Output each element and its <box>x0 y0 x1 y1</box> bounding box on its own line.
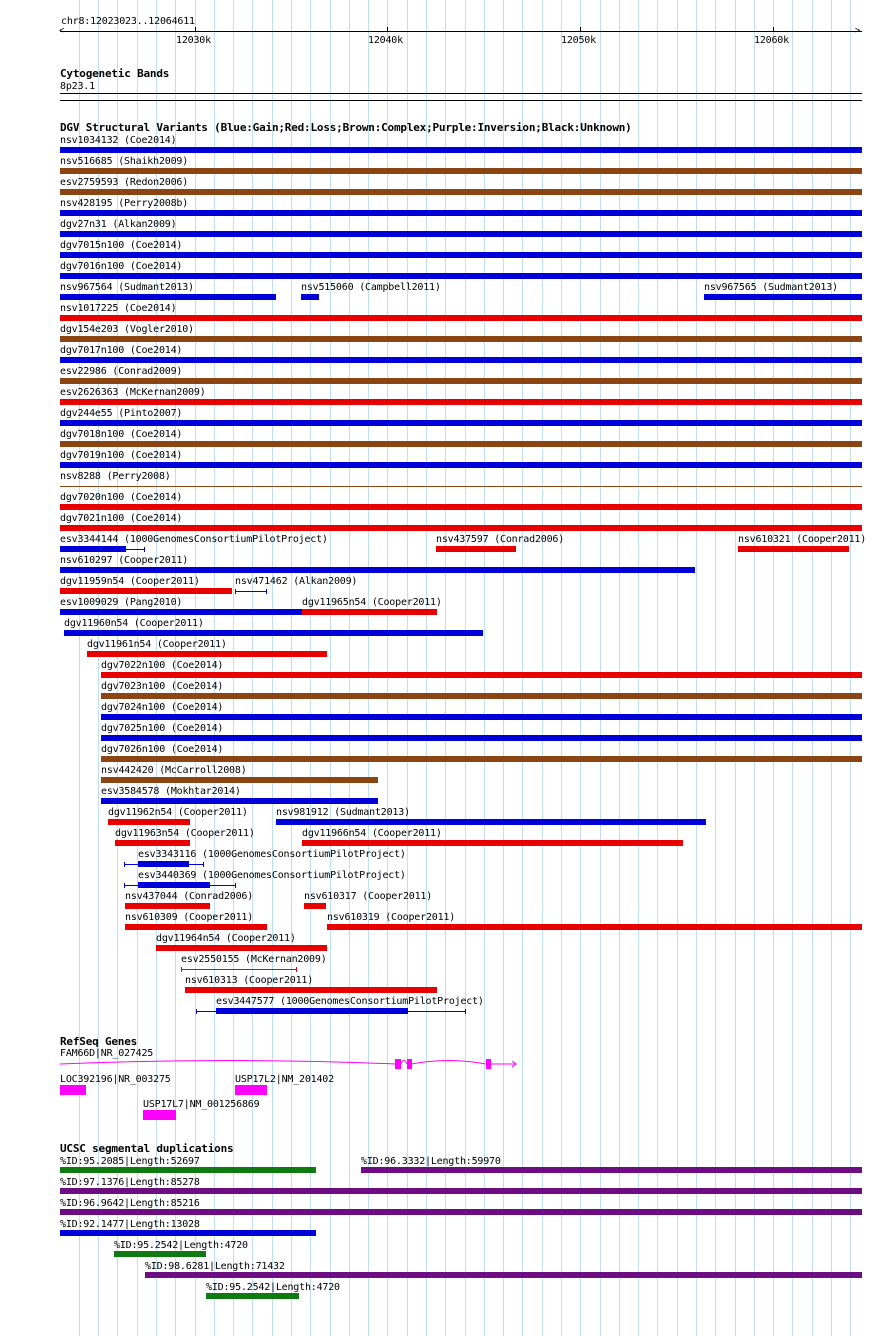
dgv-feature-bar <box>60 147 862 153</box>
segdup-bar <box>361 1167 862 1173</box>
dgv-feature-label: dgv11964n54 (Cooper2011) <box>156 933 296 944</box>
gene-exon <box>486 1059 491 1069</box>
dgv-feature-range-cap <box>235 883 236 888</box>
dgv-feature-label: nsv610313 (Cooper2011) <box>185 975 314 986</box>
cytoband-bottom-border <box>60 100 862 101</box>
grid-line <box>561 0 562 1336</box>
segdup-bar <box>60 1230 316 1236</box>
dgv-feature-bar <box>101 714 862 720</box>
ruler-tick <box>580 27 581 32</box>
dgv-feature-range-cap <box>124 862 125 867</box>
dgv-feature-label: nsv610321 (Cooper2011) <box>738 534 867 545</box>
dgv-feature-label: dgv7025n100 (Coe2014) <box>101 723 224 734</box>
dgv-feature-bar <box>216 1008 408 1014</box>
dgv-feature-range-line <box>235 591 267 592</box>
ruler-axis <box>60 31 862 32</box>
dgv-feature-bar <box>101 735 862 741</box>
dgv-feature-range-cap <box>266 589 267 594</box>
dgv-feature-label: dgv7023n100 (Coe2014) <box>101 681 224 692</box>
dgv-feature-label: esv1009029 (Pang2010) <box>60 597 183 608</box>
refseq-gene-label: USP17L2|NM_201402 <box>235 1074 334 1085</box>
grid-line <box>484 0 485 1336</box>
ruler-right-arrow: > <box>855 26 861 36</box>
dgv-feature-bar <box>60 378 862 384</box>
dgv-feature-bar <box>60 567 695 573</box>
dgv-feature-label: dgv11963n54 (Cooper2011) <box>115 828 255 839</box>
dgv-feature-label: nsv516685 (Shaikh2009) <box>60 156 189 167</box>
refseq-title: RefSeq Genes <box>60 1035 138 1048</box>
grid-line <box>522 0 523 1336</box>
dgv-feature-label: dgv7022n100 (Coe2014) <box>101 660 224 671</box>
grid-line <box>542 0 543 1336</box>
grid-line <box>426 0 427 1336</box>
dgv-feature-bar <box>115 840 190 846</box>
dgv-feature-bar <box>64 630 483 636</box>
grid-line <box>600 0 601 1336</box>
ruler-left-arrow: < <box>59 26 65 36</box>
grid-line <box>696 0 697 1336</box>
grid-line <box>580 0 581 1336</box>
dgv-feature-bar <box>60 486 862 487</box>
dgv-feature-bar <box>101 777 378 783</box>
dgv-feature-label: esv2759593 (Redon2006) <box>60 177 189 188</box>
dgv-feature-label: dgv11966n54 (Cooper2011) <box>302 828 442 839</box>
dgv-feature-label: dgv11960n54 (Cooper2011) <box>64 618 204 629</box>
dgv-feature-bar <box>60 546 126 552</box>
grid-line <box>330 0 331 1336</box>
grid-line <box>233 0 234 1336</box>
ruler-tick-label: 12060k <box>754 35 789 46</box>
dgv-feature-bar <box>60 399 862 405</box>
dgv-feature-label: nsv967564 (Sudmant2013) <box>60 282 194 293</box>
dgv-feature-bar <box>276 819 706 825</box>
dgv-feature-bar <box>156 945 327 951</box>
dgv-feature-label: dgv27n31 (Alkan2009) <box>60 219 177 230</box>
dgv-feature-bar <box>60 252 862 258</box>
dgv-feature-bar <box>60 168 862 174</box>
dgv-feature-label: nsv981912 (Sudmant2013) <box>276 807 410 818</box>
dgv-feature-bar <box>138 882 210 888</box>
dgv-feature-label: dgv7021n100 (Coe2014) <box>60 513 183 524</box>
gene-intron-path <box>60 1061 516 1065</box>
segdup-bar <box>114 1251 206 1257</box>
dgv-feature-label: esv3584578 (Mokhtar2014) <box>101 786 241 797</box>
gene-exon <box>407 1059 412 1069</box>
ruler-tick <box>773 27 774 32</box>
grid-line <box>291 0 292 1336</box>
segdup-bar <box>206 1293 299 1299</box>
dgv-feature-bar <box>87 651 327 657</box>
gene-exon <box>395 1059 401 1069</box>
grid-line <box>792 0 793 1336</box>
refseq-gene-label: FAM66D|NR_027425 <box>60 1048 154 1059</box>
gene-exon <box>143 1110 176 1120</box>
dgv-feature-range-cap <box>181 967 182 972</box>
grid-line <box>407 0 408 1336</box>
dgv-feature-bar <box>302 609 437 615</box>
dgv-feature-range-cap <box>465 1009 466 1014</box>
dgv-feature-label: dgv7018n100 (Coe2014) <box>60 429 183 440</box>
dgv-title: DGV Structural Variants (Blue:Gain;Red:Loss;Brown:Complex;Purple:Inversion;Black:Unknown) <box>60 121 632 134</box>
cytogenetic-title: Cytogenetic Bands <box>60 67 170 80</box>
segdup-label: %ID:95.2085|Length:52697 <box>60 1156 200 1167</box>
dgv-feature-bar <box>302 840 683 846</box>
dgv-feature-bar <box>60 210 862 216</box>
segdup-bar <box>60 1167 316 1173</box>
grid-line <box>619 0 620 1336</box>
dgv-feature-label: dgv154e203 (Vogler2010) <box>60 324 194 335</box>
dgv-feature-range-cap <box>196 1009 197 1014</box>
grid-line <box>715 0 716 1336</box>
dgv-feature-bar <box>125 924 267 930</box>
grid-line <box>387 0 388 1336</box>
dgv-feature-label: nsv437597 (Conrad2006) <box>436 534 565 545</box>
dgv-feature-label: nsv515060 (Campbell2011) <box>301 282 441 293</box>
position-label: chr8:12023023..12064611 <box>61 16 195 27</box>
dgv-feature-label: dgv7026n100 (Coe2014) <box>101 744 224 755</box>
dgv-feature-label: nsv610309 (Cooper2011) <box>125 912 254 923</box>
dgv-feature-bar <box>738 546 849 552</box>
dgv-feature-range-cap <box>144 547 145 552</box>
dgv-feature-label: nsv8288 (Perry2008) <box>60 471 171 482</box>
gene-exon <box>60 1085 86 1095</box>
dgv-feature-bar <box>101 756 862 762</box>
dgv-feature-label: esv3343116 (1000GenomesConsortiumPilotProject) <box>138 849 406 860</box>
dgv-feature-label: dgv11962n54 (Cooper2011) <box>108 807 248 818</box>
dgv-feature-range-cap <box>235 589 236 594</box>
dgv-feature-bar <box>60 462 862 468</box>
ruler-tick <box>195 27 196 32</box>
grid-line <box>657 0 658 1336</box>
dgv-feature-bar <box>60 189 862 195</box>
segdup-label: %ID:98.6281|Length:71432 <box>145 1261 285 1272</box>
dgv-feature-label: dgv244e55 (Pinto2007) <box>60 408 183 419</box>
dgv-feature-bar <box>304 903 326 909</box>
grid-line <box>677 0 678 1336</box>
grid-line <box>773 0 774 1336</box>
dgv-feature-bar <box>60 525 862 531</box>
dgv-feature-label: dgv7020n100 (Coe2014) <box>60 492 183 503</box>
dgv-feature-label: nsv610317 (Cooper2011) <box>304 891 433 902</box>
grid-line <box>252 0 253 1336</box>
segdup-bar <box>145 1272 862 1278</box>
dgv-feature-label: esv2550155 (McKernan2009) <box>181 954 327 965</box>
dgv-feature-label: nsv610297 (Cooper2011) <box>60 555 189 566</box>
grid-line <box>445 0 446 1336</box>
dgv-feature-label: esv22986 (Conrad2009) <box>60 366 183 377</box>
dgv-feature-bar <box>60 231 862 237</box>
grid-line <box>310 0 311 1336</box>
cytoband-top-border <box>60 93 862 94</box>
grid-line <box>465 0 466 1336</box>
cytoband-label: 8p23.1 <box>60 81 95 92</box>
dgv-feature-bar <box>60 441 862 447</box>
dgv-feature-bar <box>301 294 319 300</box>
dgv-feature-label: esv3344144 (1000GenomesConsortiumPilotProject) <box>60 534 328 545</box>
dgv-feature-range-cap <box>124 883 125 888</box>
grid-line <box>850 0 851 1336</box>
dgv-feature-bar <box>101 693 862 699</box>
ruler-tick-label: 12030k <box>176 35 211 46</box>
dgv-feature-bar <box>60 588 232 594</box>
grid-line <box>831 0 832 1336</box>
dgv-feature-bar <box>436 546 516 552</box>
dgv-feature-bar <box>60 336 862 342</box>
refseq-gene-label: LOC392196|NR_003275 <box>60 1074 171 1085</box>
dgv-feature-bar <box>125 903 210 909</box>
dgv-feature-label: nsv610319 (Cooper2011) <box>327 912 456 923</box>
grid-line <box>638 0 639 1336</box>
dgv-feature-label: dgv7017n100 (Coe2014) <box>60 345 183 356</box>
dgv-feature-bar <box>60 609 302 615</box>
segdup-label: %ID:96.3332|Length:59970 <box>361 1156 501 1167</box>
dgv-feature-bar <box>60 504 862 510</box>
segdup-label: %ID:95.2542|Length:4720 <box>206 1282 340 1293</box>
dgv-feature-label: dgv7015n100 (Coe2014) <box>60 240 183 251</box>
segdup-bar <box>60 1188 862 1194</box>
dgv-feature-label: esv3440369 (1000GenomesConsortiumPilotProject) <box>138 870 406 881</box>
grid-line <box>349 0 350 1336</box>
grid-line <box>368 0 369 1336</box>
dgv-feature-bar <box>704 294 862 300</box>
dgv-feature-bar <box>108 819 190 825</box>
gene-exon <box>235 1085 267 1095</box>
segdup-bar <box>60 1209 862 1215</box>
dgv-feature-label: esv3447577 (1000GenomesConsortiumPilotProject) <box>216 996 484 1007</box>
segdup-label: %ID:97.1376|Length:85278 <box>60 1177 200 1188</box>
dgv-feature-label: dgv11961n54 (Cooper2011) <box>87 639 227 650</box>
grid-line <box>272 0 273 1336</box>
ruler-tick-label: 12050k <box>561 35 596 46</box>
dgv-feature-bar <box>327 924 862 930</box>
dgv-feature-range-cap <box>203 862 204 867</box>
segdup-label: %ID:96.9642|Length:85216 <box>60 1198 200 1209</box>
ruler-tick <box>387 27 388 32</box>
dgv-feature-label: nsv442420 (McCarroll2008) <box>101 765 247 776</box>
dgv-feature-bar <box>101 672 862 678</box>
dgv-feature-bar <box>60 420 862 426</box>
dgv-feature-label: nsv471462 (Alkan2009) <box>235 576 358 587</box>
dgv-feature-bar <box>60 315 862 321</box>
dgv-feature-label: esv2626363 (McKernan2009) <box>60 387 206 398</box>
refseq-gene-label: USP17L7|NM_001256869 <box>143 1099 260 1110</box>
dgv-feature-bar <box>185 987 437 993</box>
dgv-feature-label: dgv7016n100 (Coe2014) <box>60 261 183 272</box>
dgv-feature-label: dgv11965n54 (Cooper2011) <box>302 597 442 608</box>
dgv-feature-label: nsv1017225 (Coe2014) <box>60 303 177 314</box>
segdup-label: %ID:92.1477|Length:13028 <box>60 1219 200 1230</box>
dgv-feature-label: dgv7019n100 (Coe2014) <box>60 450 183 461</box>
dgv-feature-bar <box>60 273 862 279</box>
dgv-feature-label: nsv1034132 (Coe2014) <box>60 135 177 146</box>
dgv-feature-label: nsv967565 (Sudmant2013) <box>704 282 838 293</box>
grid-line <box>503 0 504 1336</box>
dgv-feature-bar <box>138 861 189 867</box>
dgv-feature-label: dgv7024n100 (Coe2014) <box>101 702 224 713</box>
dgv-feature-label: nsv428195 (Perry2008b) <box>60 198 189 209</box>
ruler-tick-label: 12040k <box>368 35 403 46</box>
dgv-feature-bar <box>101 798 378 804</box>
segdup-title: UCSC segmental duplications <box>60 1142 234 1155</box>
dgv-feature-range-line <box>181 969 297 970</box>
dgv-feature-label: nsv437044 (Conrad2006) <box>125 891 254 902</box>
dgv-feature-label: dgv11959n54 (Cooper2011) <box>60 576 200 587</box>
grid-line <box>812 0 813 1336</box>
dgv-feature-range-cap <box>296 967 297 972</box>
grid-line <box>735 0 736 1336</box>
dgv-feature-bar <box>60 357 862 363</box>
dgv-feature-bar <box>60 294 276 300</box>
grid-line <box>754 0 755 1336</box>
segdup-label: %ID:95.2542|Length:4720 <box>114 1240 248 1251</box>
